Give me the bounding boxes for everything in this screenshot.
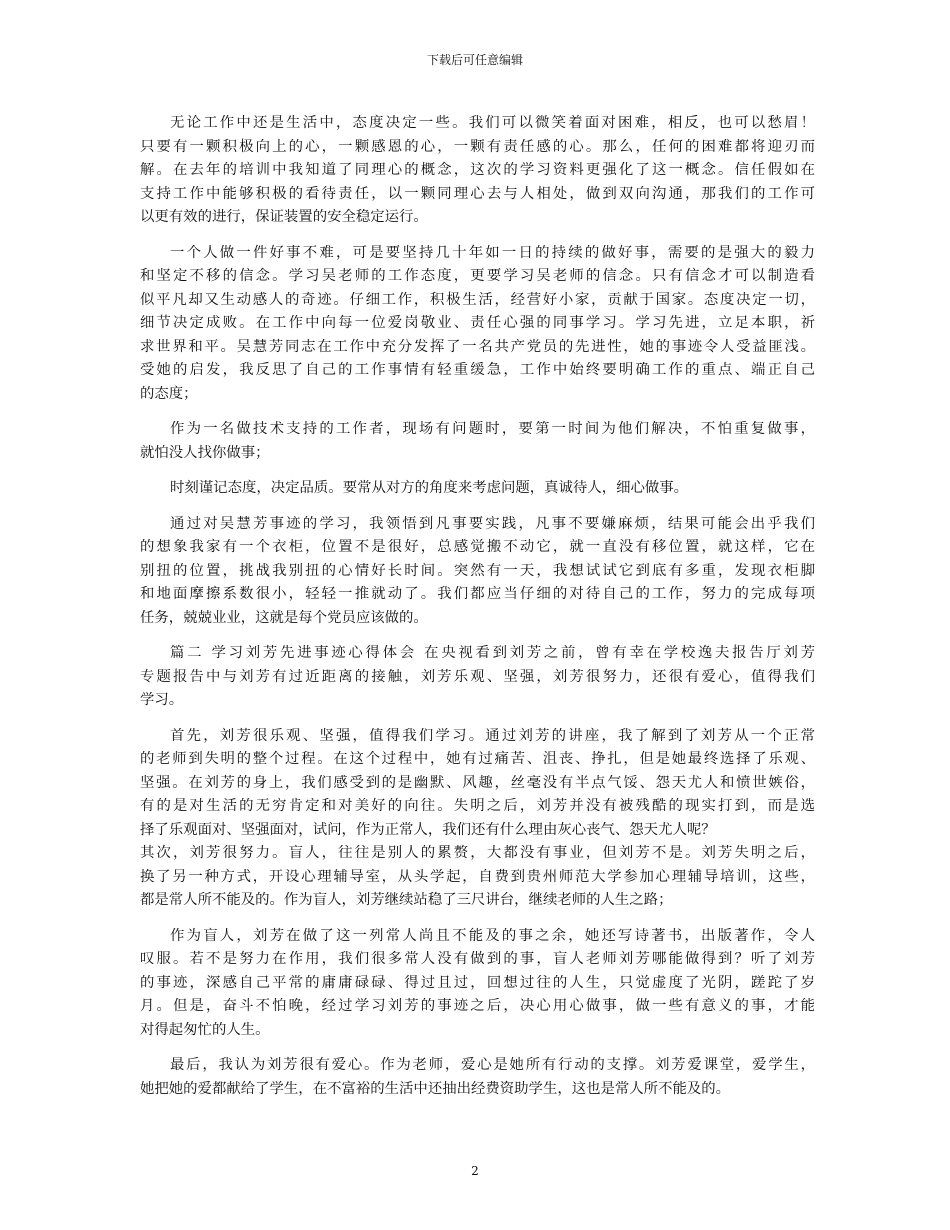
text-line: 一个人做一件好事不难，可是要坚持几十年如一日的持续的做好事，需要的是强大的毅力: [170, 244, 815, 261]
text-line: 和坚定不移的信念。学习吴老师的工作态度，更要学习吴老师的信念。只有信念才可以制造看: [140, 268, 815, 284]
text-line: 专题报告中与刘芳有过近距离的接触，刘芳乐观、坚强，刘芳很努力，还很有爱心，值得我们: [140, 668, 815, 685]
paragraph-7: [140, 725, 815, 913]
document-body: [140, 112, 815, 1113]
text-line: 以更有效的进行，保证装置的安全稳定运行。: [140, 209, 428, 225]
text-line: 求世界和平。吴慧芳同志在工作中充分发挥了一名共产党员的先进性，她的事迹令人受益匪浅。: [140, 338, 815, 355]
text-line: 其次，刘芳很努力。盲人，往往是别人的累赘，大都没有事业，但刘芳不是。刘芳失明之后，: [140, 845, 815, 861]
paragraph-8: [140, 925, 815, 1043]
text-line: 支持工作中能够积极的看待责任，以一颗同理心去与人相处，做到双向沟通，那我们的工作可: [140, 185, 815, 202]
paragraph-6: [140, 642, 815, 713]
text-line: 就怕没人找你做事；: [140, 444, 270, 461]
text-line: 通过对吴慧芳事迹的学习，我领悟到凡事要实践，凡事不要嫌麻烦，结果可能会出乎我们: [170, 515, 815, 532]
text-line: 择了乐观面对、坚强面对，试问，作为正常人，我们还有什么理由灰心丧气、怨天尤人呢？: [140, 821, 716, 838]
text-line: 和地面摩擦系数很小，轻轻一推就动了。我们都应当仔细的对待自己的工作，努力的完成每项: [140, 586, 815, 602]
page-header: 下载后可任意编辑: [426, 53, 523, 67]
text-line: 作为盲人，刘芳在做了这一列常人尚且不能及的事之余，她还写诗著书，出版著作，令人: [170, 927, 815, 944]
text-line: 月。但是，奋斗不怕晚，经过学习刘芳的事迹之后，决心用心做事，做一些有意义的事，才能: [140, 998, 815, 1014]
text-line: 她把她的爱都献给了学生，在不富裕的生活中还抽出经费资助学生，这也是常人所不能及的。: [140, 1080, 731, 1097]
text-line: 解。在去年的培训中我知道了同理心的概念，这次的学习资料更强化了这一概念。信任假如在: [140, 162, 815, 178]
text-line: 最后，我认为刘芳很有爱心。作为老师，爱心是她所有行动的支撑。刘芳爱课堂，爱学生，: [170, 1057, 815, 1073]
text-line: 的事迹，深感自己平常的庸庸碌碌、得过且过，回想过往的人生，只觉虚度了光阴，蹉跎了岁: [140, 974, 815, 991]
text-line: 细节决定成败。在工作中向每一位爱岗敬业、责任心强的同事学习。学习先进，立足本职，祈: [140, 315, 815, 331]
text-line: 的老师到失明的整个过程。在这个过程中，她有过痛苦、沮丧、挣扎，但是她最终选择了乐观、: [140, 751, 815, 767]
text-line: 无论工作中还是生活中，态度决定一些。我们可以微笑着面对困难，相反，也可以愁眉！: [170, 115, 815, 131]
text-line: 都是常人所不能及的。作为盲人，刘芳继续站稳了三尺讲台，继续老师的人生之路；: [140, 892, 673, 908]
paragraph-5: [140, 513, 815, 631]
text-line: 首先，刘芳很乐观、坚强，值得我们学习。通过刘芳的讲座，我了解到了刘芳从一个正常: [170, 727, 815, 744]
text-line: 学习。: [140, 692, 184, 708]
text-line: 的想象我家有一个衣柜，位置不是很好，总感觉搬不动它，就一直没有移位置，就这样，它在: [140, 539, 815, 555]
text-line: 有的是对生活的无穷肯定和对美好的向往。失明之后，刘芳并没有被残酷的现实打到，而是选: [140, 798, 815, 814]
text-line: 任务，兢兢业业，这就是每个党员应该做的。: [140, 609, 428, 626]
text-line: 换了另一种方式，开设心理辅导室，从头学起，自费到贵州师范大学参加心理辅导培训，这些，: [140, 868, 815, 885]
text-line: 作为一名做技术支持的工作者，现场有问题时，要第一时间为他们解决，不怕重复做事，: [170, 421, 815, 437]
text-line: 坚强。在刘芳的身上，我们感受到的是幽默、风趣，丝毫没有半点气馁、怨天尤人和愤世嫉俗，: [140, 774, 815, 791]
text-line: 只要有一颗积极向上的心，一颗感恩的心，一颗有责任感的心。那么，任何的困难都将迎刃而: [140, 138, 815, 155]
paragraph-4: [140, 477, 815, 501]
page-number: 2: [471, 1164, 479, 1178]
text-line: 叹服。若不是努力在作用，我们很多常人没有做到的事，盲人老师刘芳哪能做得到？听了刘芳: [140, 951, 815, 967]
paragraph-9: [140, 1054, 815, 1101]
text-line: 对得起匆忙的人生。: [140, 1021, 270, 1038]
text-line: 时刻谨记态度，决定品质。要常从对方的角度来考虑问题，真诚待人，细心做事。: [170, 480, 689, 496]
paragraph-2: [140, 242, 815, 407]
text-line: 篇二 学习刘芳先进事迹心得体会 在央视看到刘芳之前，曾有幸在学校逸夫报告厅刘芳: [170, 645, 815, 661]
paragraph-1: [140, 112, 815, 230]
paragraph-3: [140, 418, 815, 465]
text-line: 别扭的位置，挑战我别扭的心情好长时间。突然有一天，我想试试它到底有多重，发现衣柜脚: [140, 562, 815, 579]
text-line: 受她的启发，我反思了自己的工作事情有轻重缓急，工作中始终要明确工作的重点、端正自己: [140, 362, 815, 378]
text-line: 似平凡却又生动感人的奇迹。仔细工作，积极生活，经营好小家，贡献于国家。态度决定一切，: [140, 291, 815, 308]
text-line: 的态度；: [140, 385, 198, 402]
